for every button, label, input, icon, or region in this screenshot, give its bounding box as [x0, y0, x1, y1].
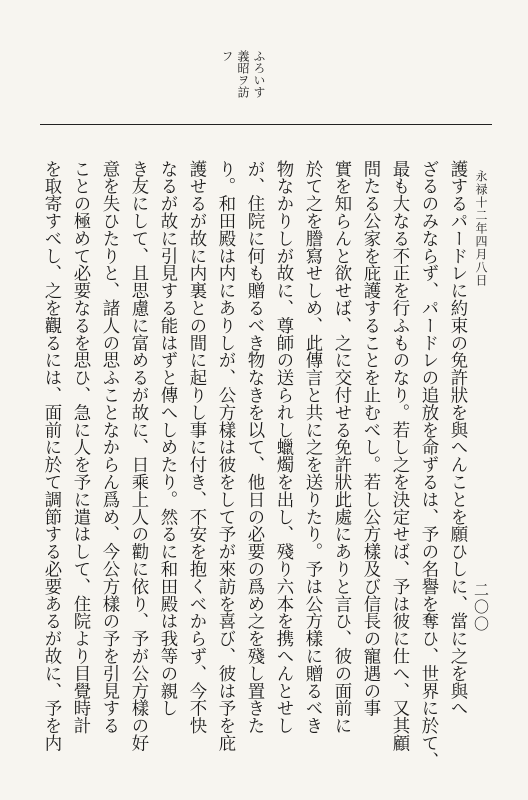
text-column: き友にして、且思慮に富めるが故に、日乘上人の勸に依り、予が公方樣の好: [128, 160, 148, 752]
running-date: 永禄十二年四月八日: [474, 170, 488, 287]
text-column: 於て之を謄寫せしめ、此傳言と共に之を送りたり。予は公方樣に贈るべき: [302, 160, 322, 735]
text-column: 物なかりしが故に、尊師の送られし蠟燭を出し、殘り六本を携へんとせし: [273, 160, 293, 735]
text-column: を取寄すべし、之を觀るには、面前に於て調節する必要あるが故に、予を内: [41, 160, 61, 752]
text-column: 護せるが故に内裏との間に起りし事に付き、不安を抱くべからず、今不快: [186, 160, 206, 735]
margin-note-line: フ: [220, 50, 234, 62]
text-column: 實を知らんと欲せば、之に交付せる免許狀此處にありと言ひ、彼の面前に: [331, 160, 351, 735]
body-text: [38, 160, 470, 772]
text-column: ざるのみならず、パードレの追放を命ずるは、予の名譽を奪ひ、世界に於て、: [418, 160, 438, 769]
header-rule: [40, 124, 492, 125]
text-column: 護するパードレに約束の免許狀を與へんことを願ひしに、當に之を與へ: [447, 160, 467, 717]
text-column: 問たる公家を庇護することを止むべし。若し公方樣及び信長の寵遇の事: [360, 160, 380, 717]
margin-note-line: ふろいす: [252, 50, 266, 98]
text-column: 最も大なる不正を行ふものなり。若し之を決定せば、予は彼に仕へ、又其顧: [389, 160, 409, 752]
page-number: 二〇〇: [472, 582, 490, 633]
text-column: ことの極めて必要なるを思ひ、急に人を予に遣はして、住院より目覺時計: [70, 160, 90, 735]
text-column: り。和田殿は内にありしが、公方樣は彼をして予が來訪を喜び、彼は予を庇: [215, 160, 235, 752]
text-column: 意を失ひたりと、諸人の思ふことなからん爲め、今公方樣の予を引見する: [99, 160, 119, 735]
margin-note: [205, 50, 265, 122]
margin-note-line: 義昭ヲ訪: [236, 50, 250, 98]
text-column: が、住院に何も贈るべき物なきを以て、他日の必要の爲め之を殘し置きた: [244, 160, 264, 735]
text-column: なるが故に引見する能はずと傳へしめたり。然るに和田殿は我等の親し: [157, 160, 177, 717]
